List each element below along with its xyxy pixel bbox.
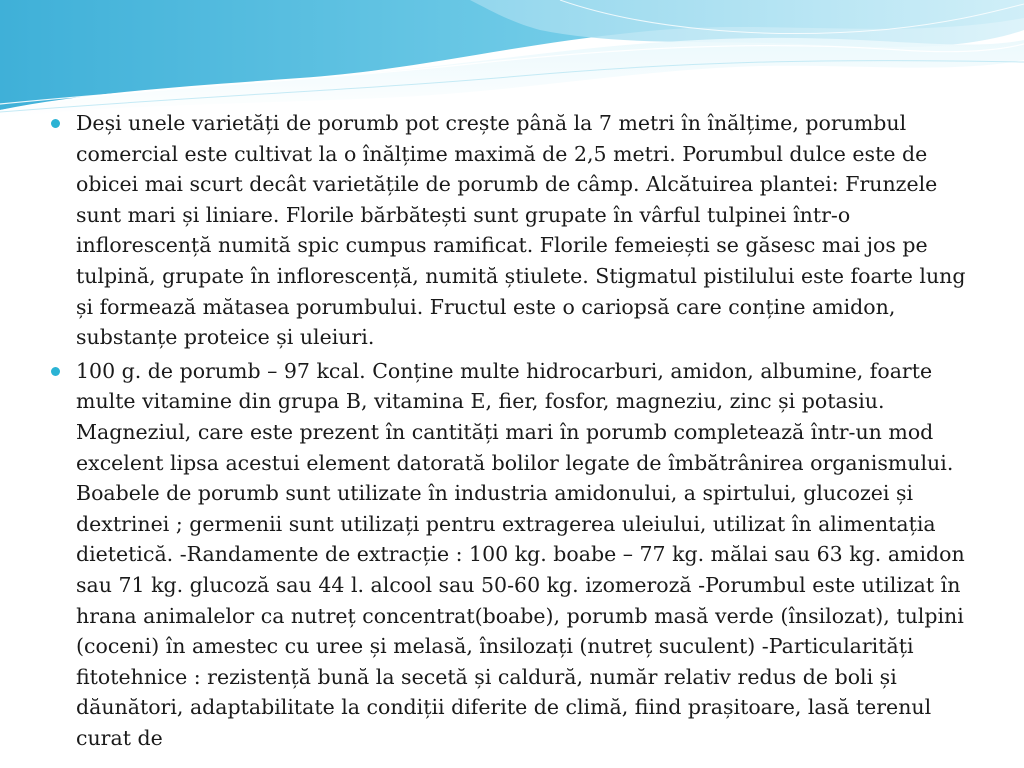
bullet-dot-icon xyxy=(51,119,60,128)
bullet-item xyxy=(48,108,978,353)
bullet-text: Deși unele varietăți de porumb pot crește până la 7 metri în înălțime, porumbul comercial este cultivat la o înălțime maximă de 2,5 metri. Porumbul dulce este de obicei mai scurt decât varietățile de porumb de câmp. Alcătuirea plantei: Frunzele sunt mari și liniare. Florile bărbătești sunt grupate în vârful tulpinei într-o inflorescență numită spic cumpus ramificat. Florile femeiești se găsesc mai jos pe tulpină, grupate în inflorescență, numită știulete. Stigmatul pistilului este foarte lung și formează mătasea porumbului. Fructul este o cariopsă care conține amidon, substanțe proteice și uleiuri. xyxy=(76,111,966,350)
wave-banner xyxy=(0,0,1024,120)
bullet-dot-icon xyxy=(51,367,60,376)
bullet-item xyxy=(48,356,978,754)
bullet-text: 100 g. de porumb – 97 kcal. Conține multe hidrocarburi, amidon, albumine, foarte multe vitamine din grupa B, vitamina E, fier, fosfor, magneziu, zinc și potasiu. Magneziul, care este prezent în cantități mari în porumb completează într-un mod excelent lipsa acestui element datorată bolilor legate de îmbătrânirea organismului. Boabele de porumb sunt utilizate în industria amidonului, a spirtului, glucozei și dextrinei ; germenii sunt utilizați pentru extragerea uleiului, utilizat în alimentația dietetică. -Randamente de extracție : 100 kg. boabe – 77 kg. mălai sau 63 kg. amidon sau 71 kg. glucoză sau 44 l. alcool sau 50-60 kg. izomeroză -Porumbul este utilizat în hrana animalelor ca nutreț concentrat(boabe), porumb masă verde (însilozat), tulpini (coceni) în amestec cu uree și melasă, însilozați (nutreț suculent) -Particularități fitotehnice : rezistență bună la secetă și caldură, număr relativ redus de boli și dăunători, adaptabilitate la condiții diferite de climă, fiind prașitoare, lasă terenul curat de xyxy=(76,358,965,750)
slide-body xyxy=(48,108,978,756)
